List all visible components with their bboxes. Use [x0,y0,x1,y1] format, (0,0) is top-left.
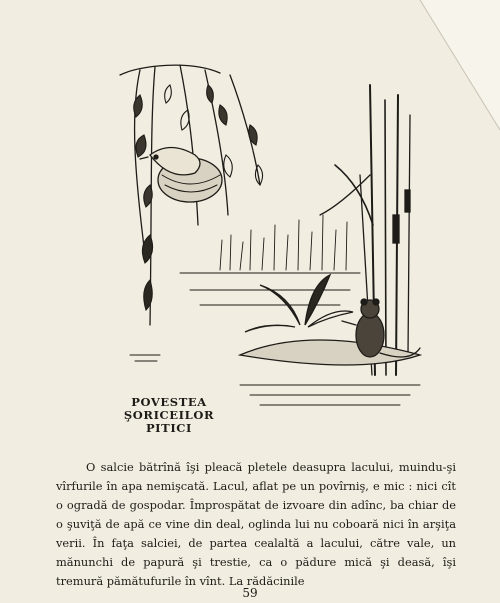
title-line-2: ŞORICEILOR [123,408,215,422]
body-paragraph: O salcie bătrînă îşi pleacă pletele deasupra lacului, muindu-şi vîrfurile în apa nemişcată. Lacul, aflat pe un povîrniş, e mic : nici cît o ogradă de gospodar. Împrospătat de izvoare din adînc, ba chiar de o şuviţă de apă ce vine din deal, oglinda lui nu coboară nici în arşiţa verii. În faţa salciei, de partea cealaltă a lacului, către vale, un mănunchi de papură şi trestie, ca o pădure mică şi deasă, îşi tremură pămătufurile în vînt. La rădăcinile [56,460,456,588]
illustration-willow-mouse [80,55,440,415]
story-title [114,396,224,435]
title-line-3: PITICI [145,421,193,435]
page-number: 59 [242,586,258,600]
title-line-1: POVESTEA [131,395,207,409]
story-body [56,458,456,591]
